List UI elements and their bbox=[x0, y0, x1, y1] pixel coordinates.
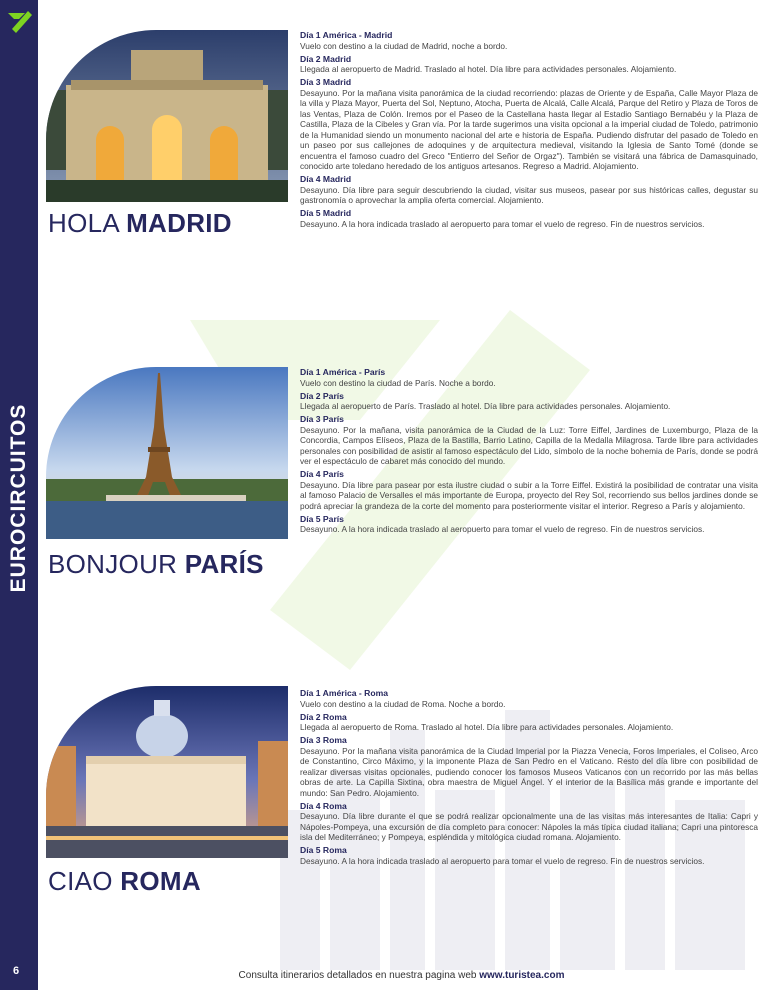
heading-light: BONJOUR bbox=[48, 549, 185, 579]
day-title: Día 5 Madrid bbox=[300, 208, 352, 219]
day-text: Desayuno. Día libre para pasear por esta ilustre ciudad o subir a la Torre Eiffel. Existirá la posibilidad de contratar una visita al famoso Palacio de Versalles el más importante de Europa, proyecto del Rey Sol, recorriendo sus bellos jardines donde se podrá apreciar la grandeza de la corte del momento para posteriormente visitar el interior. Regreso a París y alojamiento. bbox=[300, 479, 758, 511]
section-roma bbox=[46, 686, 758, 926]
paris-heading bbox=[48, 549, 264, 580]
day-text: Desayuno. Por la mañana visita panorámica de la Ciudad Imperial por la Piazza Venecia, Foros Imperiales, el Coliseo, Arco de Constantino, Circo Máximo, y la imponente Plaza de San Pedro en el Vaticano. Resto del día libre con posibilidad de realizar diversas visitas opcionales, pudiendo conocer los famosos Museos Vaticanos con un recorrido por las más bellas obras de arte. La Capilla Sixtina, obra maestra de Miguel Ángel. Y el interior de la Basílica más grande e importante del mundo: San Pedro. Alojamiento. bbox=[300, 745, 758, 798]
footer-text: Consulta itinerarios detallados en nuestra pagina web bbox=[238, 970, 480, 981]
day-title: Día 2 Roma bbox=[300, 711, 347, 722]
day-text: Vuelo con destino la ciudad de París. Noche a bordo. bbox=[300, 377, 496, 388]
roma-photo bbox=[46, 686, 288, 858]
day-title: Día 5 Roma bbox=[300, 845, 347, 856]
day-title: Día 2 París bbox=[300, 390, 344, 401]
heading-bold: PARÍS bbox=[184, 549, 264, 579]
section-madrid bbox=[46, 30, 758, 270]
sidebar bbox=[0, 0, 38, 990]
heading-bold: MADRID bbox=[126, 208, 232, 238]
day-title: Día 3 Roma bbox=[300, 735, 347, 746]
madrid-photo bbox=[46, 30, 288, 202]
day-text: Llegada al aeropuerto de Madrid. Traslado al hotel. Día libre para actividades personales. Alojamiento. bbox=[300, 64, 677, 75]
day-text: Desayuno. A la hora indicada traslado al aeropuerto para tomar el vuelo de regreso. Fin de nuestros servicios. bbox=[300, 524, 705, 535]
website-link[interactable]: www.turistea.com bbox=[479, 970, 565, 981]
day-text: Vuelo con destino a la ciudad de Roma. Noche a bordo. bbox=[300, 698, 506, 709]
day-title: Día 5 París bbox=[300, 513, 344, 524]
roma-heading bbox=[48, 866, 201, 897]
footer bbox=[38, 970, 765, 981]
day-title: Día 2 Madrid bbox=[300, 53, 352, 64]
heading-light: CIAO bbox=[48, 866, 121, 896]
madrid-itinerary bbox=[300, 30, 758, 232]
section-title-vertical: EUROCIRCUITOS bbox=[7, 403, 30, 593]
heading-bold: ROMA bbox=[120, 866, 201, 896]
roma-itinerary bbox=[300, 688, 758, 869]
day-text: Desayuno. Por la mañana visita panorámica de la ciudad recorriendo: plazas de Oriente y de España, Calle Mayor Plaza de la villa y Plaza Mayor, Puerta del Sol, Neptuno, Atocha, Puerta de Alcalá, Calle Alcalá, Parque del Retiro y Plaza de Toros de las Ventas, Plaza de Colón. Iremos por el Paseo de la Castellana hasta llegar al Estadio Santiago Bernabéu y la Plaza de Castilla, Plaza de la Cibeles y Gran vía. Por la tarde sugerimos una visita opcional a la imperial ciudad de Toledo, patrimonio de la Humanidad siendo un monumento nacional del arte e historia de España. Pudiendo disfrutar del pasado de Toledo en un paseo por sus callejones de adoquines y de arquitectura medieval, visitando la Iglesia de Santo Tomé (donde se encuentra el famoso cuadro del Greco "Entierro del Señor de Orgaz"). También se visitará una fábrica de Damasquinado, conocido arte toledano heredado de los antiguos artesanos. Regreso a Madrid. Alojamiento. bbox=[300, 87, 758, 172]
day-title: Día 4 Madrid bbox=[300, 174, 352, 185]
day-title: Día 1 América - Madrid bbox=[300, 30, 393, 40]
day-text: Desayuno. Día libre para seguir descubriendo la ciudad, visitar sus museos, pasear por sus históricas calles, degustar su gastronomía o aprovechar la amplia oferta comercial. Alojamiento. bbox=[300, 184, 758, 206]
day-title: Día 1 América - Roma bbox=[300, 688, 389, 698]
heading-light: HOLA bbox=[48, 208, 127, 238]
day-title: Día 1 América - París bbox=[300, 367, 386, 377]
day-text: Desayuno. Día libre durante el que se podrá realizar opcionalmente una de las visitas más interesantes de Italia: Capri y Nápoles-Pompeya, una excursión de día completo para conocer: Nápoles la más típica ciudad italiana; Capri una pintoresca isla del Mediterráneo; y Pompeya, espléndida y mitológica ciudad romana. Alojamiento. bbox=[300, 811, 758, 843]
day-text: Llegada al aeropuerto de Roma. Traslado al hotel. Día libre para actividades personales. Alojamiento. bbox=[300, 722, 674, 733]
section-paris bbox=[46, 367, 758, 607]
madrid-heading bbox=[48, 208, 232, 239]
day-text: Vuelo con destino a la ciudad de Madrid, noche a bordo. bbox=[300, 40, 508, 51]
page-number: 6 bbox=[13, 965, 20, 977]
day-title: Día 4 Roma bbox=[300, 800, 347, 811]
day-text: Llegada al aeropuerto de París. Traslado al hotel. Día libre para actividades personales. Alojamiento. bbox=[300, 401, 671, 412]
day-title: Día 4 París bbox=[300, 469, 344, 480]
paris-photo bbox=[46, 367, 288, 539]
brand-logo-icon bbox=[5, 8, 33, 36]
day-text: Desayuno. A la hora indicada traslado al aeropuerto para tomar el vuelo de regreso. Fin de nuestros servicios. bbox=[300, 218, 705, 229]
day-title: Día 3 Madrid bbox=[300, 77, 352, 88]
day-text: Desayuno. A la hora indicada traslado al aeropuerto para tomar el vuelo de regreso. Fin de nuestros servicios. bbox=[300, 855, 705, 866]
paris-itinerary bbox=[300, 367, 758, 537]
day-text: Desayuno. Por la mañana, visita panorámica de la Ciudad de la Luz: Torre Eiffel, Jardines de Luxemburgo, Plaza de la Concordia, Campos Elíseos, Plaza de la Bastilla, Barrio Latino, Capilla de la Medalla Milagrosa. Tarde libre para actividades personales con posibilidad de asistir al famoso espectáculo del Lido, símbolo de la noche bohemia de París, donde se podrá ver el espectáculo de cabaret más conocido del mundo. bbox=[300, 424, 758, 467]
day-title: Día 3 París bbox=[300, 414, 344, 425]
